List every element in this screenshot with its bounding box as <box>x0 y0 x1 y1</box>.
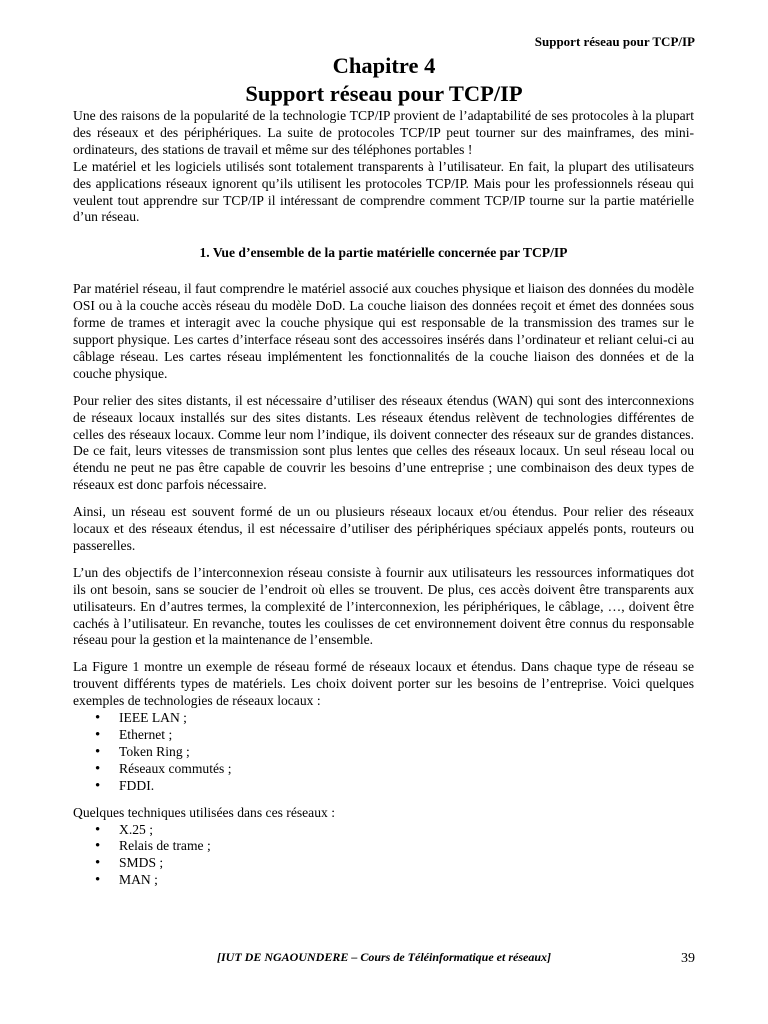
section-paragraph-2: Pour relier des sites distants, il est nécessaire d’utiliser des réseaux étendus (WAN) qui sont des interconnexions de réseaux locaux installés sur des sites distants. Les réseaux étendus relèvent de technologies différentes de celles des réseaux locaux. Comme leur nom l’indique, ils doivent connecter des réseaux sur de grandes distances. De ce fait, leurs vitesses de transmission sont plus lentes que celles des réseaux locaux. Un seul réseau local ou étendu ne peut ne pas être capable de couvrir les besoins d’une entreprise ; une combinaison des deux types de réseaux est donc parfois nécessaire. <box>73 392 694 493</box>
section-paragraph-6: Quelques techniques utilisées dans ces réseaux : <box>73 804 335 820</box>
list-item: • FDDI. <box>73 778 694 795</box>
chapter-title-block <box>0 52 768 108</box>
page-footer: [IUT DE NGAOUNDERE – Cours de Téléinformatique et réseaux] <box>216 950 551 964</box>
intro-paragraph-1: Une des raisons de la popularité de la technologie TCP/IP provient de l’adaptabilité de ses protocoles à la plupart des réseaux et des périphériques. La suite de protocoles TCP/IP peut tourner sur des mainframes, des mini-ordinateurs, des stations de travail et même sur des téléphones portables ! <box>73 108 694 157</box>
list-item: • Token Ring ; <box>73 744 694 761</box>
list-item: • X.25 ; <box>73 822 694 839</box>
lan-technology-list <box>73 710 694 795</box>
list-item: • SMDS ; <box>73 855 694 872</box>
intro-paragraph-2: Le matériel et les logiciels utilisés sont totalement transparents à l’utilisateur. En fait, la plupart des utilisateurs des applications réseaux ignorent qu’ils utilisent les protocoles TCP/IP. Mais pour les professionnels réseau qui veulent tout apprendre sur TCP/IP il intéressant de comprendre comment TCP/IP tourne sur la partie matérielle d’un réseau. <box>73 158 694 225</box>
list-item: • MAN ; <box>73 872 694 889</box>
chapter-subtitle: Support réseau pour TCP/IP <box>245 81 523 106</box>
network-technique-list <box>73 822 694 890</box>
running-header: Support réseau pour TCP/IP <box>534 34 695 49</box>
section-heading: 1. Vue d’ensemble de la partie matérielle concernée par TCP/IP <box>199 245 568 261</box>
list-item: • Ethernet ; <box>73 727 694 744</box>
page-number: 39 <box>681 951 695 966</box>
list-item: • IEEE LAN ; <box>73 710 694 727</box>
list-item: • Réseaux commutés ; <box>73 761 694 778</box>
section-paragraph-3: Ainsi, un réseau est souvent formé de un ou plusieurs réseaux locaux et/ou étendus. Pour relier des réseaux locaux et des réseaux étendus, il est nécessaire d’utiliser des périphériques spéciaux appelés ponts, routeurs ou passerelles. <box>73 504 694 553</box>
section-paragraph-5: La Figure 1 montre un exemple de réseau formé de réseaux locaux et étendus. Dans chaque type de réseau se trouvent différents types de matériels. Les choix doivent porter sur les besoins de l’entreprise. Voici quelques exemples de technologies de réseaux locaux : <box>73 659 694 709</box>
chapter-title: Chapitre 4 <box>332 53 436 78</box>
section-paragraph-1: Par matériel réseau, il faut comprendre le matériel associé aux couches physique et liaison des données du modèle OSI ou à la couche accès réseau du modèle DoD. La couche liaison des données reçoit et émet des données sous forme de trames et interagit avec la couche physique qui est responsable de la transmission des trames sur le support physique. Les cartes d’interface réseau sont des accessoires insérés dans l’ordinateur et reliant celui-ci au câblage réseau. Les cartes réseau implémentent les fonctionnalités de la couche liaison des données et de la couche physique. <box>73 281 694 381</box>
document-body <box>73 108 694 889</box>
section-paragraph-4: L’un des objectifs de l’interconnexion réseau consiste à fournir aux utilisateurs les ressources informatiques dot ils ont besoin, sans se soucier de l’endroit où elles se trouvent. De plus, ces accès doivent être transparents aux utilisateurs. En d’autres termes, la complexité de l’interconnexion, les périphériques, le câblage, …, doivent être cachés à l’utilisateur. En revanche, toutes les coulisses de cet environnement doivent être connus du responsable réseau pour la gestion et la maintenance de l’ensemble. <box>73 564 694 648</box>
list-item: • Relais de trame ; <box>73 838 694 855</box>
